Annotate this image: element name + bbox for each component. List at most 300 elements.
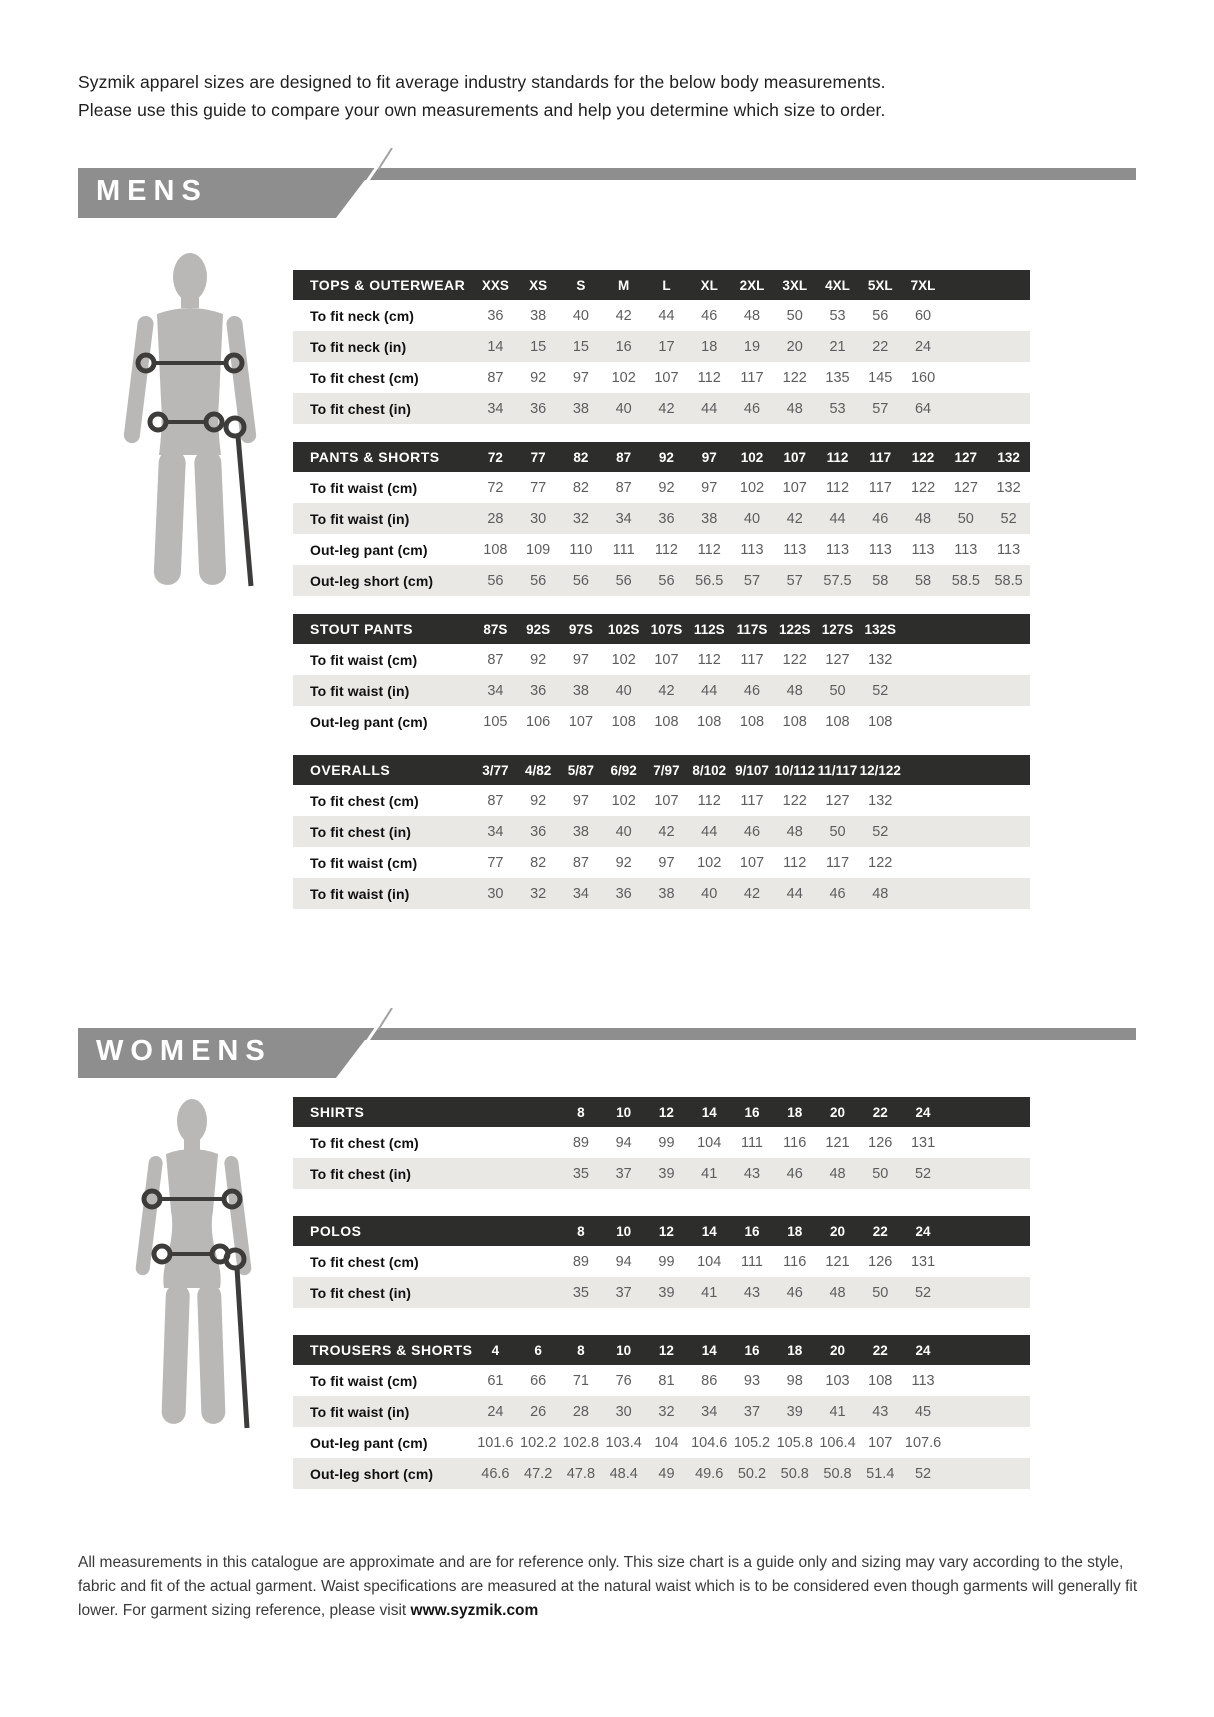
womens-section-banner — [78, 1008, 1140, 1094]
size-value-cell — [474, 1127, 517, 1158]
size-value-cell: 117 — [740, 792, 764, 809]
size-column-header — [474, 1097, 517, 1127]
size-value-cell: 30 — [530, 510, 547, 527]
size-value-cell: 17 — [658, 338, 675, 355]
size-value-cell: 108 — [825, 713, 850, 730]
row-label: Out-leg pant (cm) — [310, 1434, 428, 1451]
size-value-cell: 40 — [615, 400, 632, 417]
size-value-cell — [944, 1158, 987, 1189]
table-row — [293, 534, 1030, 565]
row-label: To fit chest (cm) — [310, 792, 419, 809]
row-label: To fit chest (in) — [310, 823, 411, 840]
size-value-cell: 113 — [825, 541, 850, 558]
size-value-cell — [517, 1277, 560, 1308]
size-value-cell: 122 — [782, 651, 807, 668]
size-value-cell: 77 — [487, 854, 504, 871]
size-value-cell: 92 — [530, 369, 547, 386]
size-value-cell: 117 — [740, 651, 764, 668]
size-value-cell: 122 — [868, 854, 893, 871]
size-value-cell: 30 — [487, 885, 504, 902]
row-label: To fit waist (cm) — [310, 651, 418, 668]
size-table-overalls — [293, 755, 1030, 909]
size-value-cell: 38 — [572, 823, 589, 840]
size-value-cell: 107 — [654, 792, 679, 809]
size-value-cell: 57 — [786, 572, 803, 589]
row-label: To fit waist (in) — [310, 1403, 410, 1420]
size-value-cell — [944, 362, 987, 393]
size-value-cell: 41 — [701, 1165, 718, 1182]
size-column-header: 8/102 — [692, 762, 727, 778]
table-row — [293, 393, 1030, 424]
size-column-header: 132 — [997, 449, 1020, 465]
row-label: To fit chest (in) — [310, 400, 411, 417]
size-value-cell: 132 — [868, 651, 893, 668]
size-value-cell: 42 — [786, 510, 803, 527]
size-column-header: 14 — [701, 1223, 717, 1239]
size-column-header: 4/82 — [525, 762, 552, 778]
size-value-cell: 52 — [872, 823, 889, 840]
size-value-cell — [987, 1427, 1030, 1458]
size-value-cell: 113 — [911, 1372, 935, 1389]
size-column-header: 20 — [829, 1104, 846, 1120]
size-column-header: XS — [529, 277, 548, 293]
size-value-cell: 56 — [487, 572, 504, 589]
size-value-cell: 46 — [701, 307, 718, 324]
size-value-cell — [944, 1127, 987, 1158]
table-row — [293, 472, 1030, 503]
size-column-header: XXS — [481, 277, 509, 293]
size-value-cell: 76 — [615, 1372, 632, 1389]
size-value-cell: 40 — [615, 823, 632, 840]
size-value-cell: 71 — [572, 1372, 589, 1389]
table-title: OVERALLS — [310, 762, 391, 778]
size-value-cell: 127 — [953, 479, 978, 496]
size-value-cell: 103.4 — [605, 1434, 642, 1451]
size-value-cell — [944, 393, 987, 424]
size-value-cell — [944, 1365, 987, 1396]
size-value-cell: 37 — [615, 1165, 632, 1182]
size-column-header: 10/112 — [774, 762, 816, 778]
outleg-measure-line — [237, 1268, 247, 1428]
womens-size-tables — [293, 1097, 1030, 1516]
size-value-cell: 82 — [530, 854, 547, 871]
size-value-cell: 61 — [487, 1372, 504, 1389]
size-value-cell: 40 — [615, 682, 632, 699]
table-header-row — [293, 614, 1030, 644]
size-value-cell: 36 — [530, 682, 547, 699]
size-column-header: 16 — [744, 1223, 760, 1239]
size-value-cell: 32 — [572, 510, 589, 527]
size-value-cell: 47.8 — [566, 1465, 596, 1482]
size-value-cell: 104 — [697, 1253, 722, 1270]
size-column-header: 8 — [577, 1104, 585, 1120]
size-column-header: 22 — [872, 1342, 888, 1358]
size-value-cell: 60 — [914, 307, 932, 324]
size-value-cell: 92 — [658, 479, 675, 496]
size-value-cell: 50 — [872, 1284, 889, 1301]
size-value-cell: 36 — [530, 400, 547, 417]
size-value-cell: 42 — [615, 307, 632, 324]
size-value-cell: 38 — [530, 307, 547, 324]
size-column-header: 87 — [616, 449, 632, 465]
size-value-cell: 52 — [1000, 510, 1017, 527]
size-column-header — [944, 270, 987, 300]
size-value-cell: 97 — [701, 479, 718, 496]
table-row — [293, 644, 1030, 675]
size-value-cell: 102 — [611, 651, 636, 668]
size-value-cell: 46 — [743, 400, 761, 417]
table-row — [293, 503, 1030, 534]
size-value-cell: 50 — [957, 510, 974, 527]
size-column-header: 97S — [568, 621, 593, 637]
size-value-cell: 106 — [526, 713, 551, 730]
size-value-cell: 50.8 — [823, 1465, 852, 1482]
size-value-cell: 116 — [783, 1134, 807, 1151]
size-value-cell: 46.6 — [481, 1465, 510, 1482]
size-value-cell: 108 — [868, 1372, 893, 1389]
size-column-header: 6/92 — [610, 762, 637, 778]
table-row — [293, 1158, 1030, 1189]
size-value-cell: 50 — [829, 823, 846, 840]
size-value-cell: 109 — [526, 541, 551, 558]
intro-text — [78, 68, 886, 125]
row-label: Out-leg short (cm) — [310, 572, 434, 589]
table-title: STOUT PANTS — [310, 621, 413, 637]
row-label: To fit waist (in) — [310, 885, 410, 902]
size-value-cell: 43 — [743, 1284, 761, 1301]
table-row — [293, 1365, 1030, 1396]
size-column-header — [944, 1097, 987, 1127]
size-column-header: 7/97 — [653, 762, 680, 778]
size-value-cell: 57.5 — [823, 572, 852, 589]
size-value-cell — [944, 1427, 987, 1458]
size-value-cell: 40 — [743, 510, 761, 527]
size-value-cell: 94 — [615, 1253, 632, 1270]
size-value-cell — [902, 675, 945, 706]
size-value-cell: 48 — [829, 1284, 846, 1301]
size-column-header: 127 — [954, 449, 978, 465]
size-value-cell: 105 — [483, 713, 508, 730]
size-value-cell — [944, 785, 987, 816]
size-value-cell — [944, 706, 987, 737]
size-value-cell: 107.6 — [904, 1434, 942, 1451]
size-column-header: L — [662, 277, 671, 293]
size-value-cell: 24 — [487, 1403, 504, 1420]
size-value-cell: 45 — [914, 1403, 932, 1420]
size-table-tops-outerwear — [293, 270, 1030, 424]
size-column-header: 82 — [573, 449, 589, 465]
size-value-cell: 102 — [697, 854, 722, 871]
size-column-header: 24 — [915, 1342, 931, 1358]
size-value-cell: 102 — [611, 369, 636, 386]
size-value-cell: 94 — [615, 1134, 632, 1151]
size-value-cell: 82 — [572, 479, 589, 496]
size-value-cell: 49 — [658, 1465, 675, 1482]
table-row — [293, 1396, 1030, 1427]
size-column-header: 12 — [658, 1104, 674, 1120]
size-column-header: 16 — [744, 1342, 760, 1358]
table-row — [293, 362, 1030, 393]
table-header-row — [293, 1216, 1030, 1246]
size-value-cell: 97 — [658, 854, 675, 871]
size-value-cell: 87 — [487, 792, 504, 809]
size-value-cell: 56 — [615, 572, 632, 589]
size-value-cell: 77 — [530, 479, 547, 496]
size-value-cell: 38 — [572, 400, 589, 417]
size-column-header: XL — [700, 277, 718, 293]
size-value-cell — [474, 1158, 517, 1189]
size-value-cell: 145 — [868, 369, 893, 386]
size-value-cell: 40 — [572, 307, 589, 324]
size-value-cell — [902, 847, 945, 878]
size-value-cell: 107 — [568, 713, 594, 730]
size-value-cell — [987, 644, 1030, 675]
size-value-cell: 28 — [572, 1403, 589, 1420]
size-value-cell: 42 — [658, 823, 675, 840]
size-value-cell: 92 — [615, 854, 632, 871]
size-value-cell: 106.4 — [819, 1434, 856, 1451]
size-column-header: 107 — [783, 449, 806, 465]
size-column-header: 18 — [787, 1223, 803, 1239]
size-column-header: 12 — [658, 1223, 674, 1239]
size-value-cell — [517, 1246, 560, 1277]
size-value-cell: 87 — [615, 479, 632, 496]
size-column-header — [987, 1335, 1030, 1365]
size-value-cell: 48.4 — [609, 1465, 638, 1482]
row-label: To fit waist (in) — [310, 510, 410, 527]
size-value-cell: 30 — [615, 1403, 632, 1420]
size-value-cell: 56 — [530, 572, 547, 589]
size-value-cell: 92 — [530, 792, 547, 809]
size-value-cell: 135 — [825, 369, 850, 386]
size-column-header: 4XL — [825, 277, 850, 293]
size-table-shirts — [293, 1097, 1030, 1189]
size-value-cell: 87 — [487, 651, 504, 668]
size-value-cell — [944, 675, 987, 706]
size-value-cell — [987, 362, 1030, 393]
size-value-cell: 36 — [615, 885, 632, 902]
size-value-cell: 21 — [829, 338, 846, 355]
size-value-cell: 34 — [487, 823, 504, 840]
size-value-cell: 38 — [658, 885, 675, 902]
size-column-header: 10 — [616, 1104, 632, 1120]
size-value-cell: 97 — [572, 369, 589, 386]
size-value-cell: 39 — [658, 1165, 675, 1182]
size-value-cell: 48 — [914, 510, 932, 527]
size-value-cell: 48 — [786, 682, 803, 699]
size-value-cell: 42 — [658, 682, 675, 699]
table-title: SHIRTS — [310, 1104, 365, 1120]
size-value-cell: 126 — [868, 1253, 893, 1270]
table-header-row — [293, 442, 1030, 472]
size-value-cell: 44 — [701, 400, 718, 417]
row-label: To fit waist (in) — [310, 682, 410, 699]
size-column-header: 12 — [658, 1342, 674, 1358]
size-column-header: 112S — [693, 621, 725, 637]
size-value-cell: 105.8 — [776, 1434, 813, 1451]
size-column-header: 92S — [526, 621, 551, 637]
size-value-cell: 102 — [739, 479, 765, 496]
size-value-cell — [987, 331, 1030, 362]
size-column-header: 117S — [736, 621, 768, 637]
disclaimer-text — [78, 1551, 1150, 1624]
intro-line-1: Syzmik apparel sizes are designed to fit average industry standards for the below body measurements. — [78, 72, 886, 92]
size-value-cell: 87 — [487, 369, 504, 386]
size-value-cell: 16 — [615, 338, 632, 355]
size-value-cell: 93 — [743, 1372, 761, 1389]
size-value-cell: 113 — [911, 541, 935, 558]
size-value-cell: 117 — [825, 854, 850, 871]
female-silhouette-shape — [135, 1099, 252, 1424]
size-value-cell: 24 — [914, 338, 932, 355]
size-value-cell: 104 — [697, 1134, 722, 1151]
size-value-cell: 64 — [914, 400, 932, 417]
table-row — [293, 785, 1030, 816]
size-value-cell: 46 — [872, 510, 889, 527]
size-column-header: 77 — [530, 449, 546, 465]
size-value-cell: 34 — [701, 1403, 718, 1420]
size-value-cell: 36 — [530, 823, 547, 840]
size-value-cell: 56 — [872, 307, 889, 324]
size-value-cell: 111 — [612, 541, 635, 558]
table-row — [293, 706, 1030, 737]
size-value-cell: 58.5 — [994, 572, 1023, 589]
table-row — [293, 847, 1030, 878]
size-value-cell: 107 — [868, 1434, 893, 1451]
row-label: To fit chest (cm) — [310, 1134, 419, 1151]
size-value-cell: 58 — [914, 572, 932, 589]
size-column-header: 11/117 — [817, 762, 858, 778]
size-value-cell: 111 — [740, 1134, 763, 1151]
size-value-cell: 102 — [611, 792, 636, 809]
size-value-cell: 121 — [825, 1134, 850, 1151]
size-value-cell: 41 — [701, 1284, 718, 1301]
size-value-cell: 50.8 — [780, 1465, 809, 1482]
size-value-cell: 50 — [786, 307, 803, 324]
size-column-header: 3XL — [782, 277, 808, 293]
size-value-cell: 38 — [701, 510, 718, 527]
size-value-cell: 52 — [914, 1284, 932, 1301]
size-column-header: 5/87 — [567, 762, 595, 778]
size-value-cell: 108 — [868, 713, 893, 730]
size-column-header — [944, 614, 987, 644]
size-value-cell: 50 — [829, 682, 846, 699]
size-value-cell: 32 — [530, 885, 547, 902]
size-value-cell: 102.8 — [562, 1434, 600, 1451]
table-row — [293, 300, 1030, 331]
size-value-cell: 50.2 — [737, 1465, 767, 1482]
size-value-cell: 48 — [786, 823, 803, 840]
size-value-cell — [987, 816, 1030, 847]
size-column-header: 72 — [487, 449, 503, 465]
size-value-cell: 34 — [487, 682, 504, 699]
size-value-cell: 43 — [743, 1165, 761, 1182]
size-column-header: 87S — [483, 621, 508, 637]
size-value-cell: 44 — [829, 510, 846, 527]
size-value-cell: 48 — [786, 400, 803, 417]
size-value-cell: 112 — [697, 541, 721, 558]
size-value-cell — [944, 847, 987, 878]
size-value-cell: 52 — [914, 1465, 932, 1482]
table-row — [293, 1246, 1030, 1277]
womens-body-silhouette — [116, 1096, 271, 1441]
size-value-cell: 52 — [872, 682, 889, 699]
size-value-cell — [944, 1458, 987, 1489]
size-value-cell: 66 — [530, 1372, 547, 1389]
size-value-cell: 44 — [701, 682, 718, 699]
size-column-header: 20 — [829, 1223, 846, 1239]
size-value-cell — [944, 1246, 987, 1277]
size-value-cell — [474, 1277, 517, 1308]
size-value-cell: 108 — [739, 713, 765, 730]
mens-body-silhouette — [102, 250, 277, 595]
size-value-cell: 26 — [530, 1403, 547, 1420]
size-value-cell: 131 — [910, 1253, 936, 1270]
size-value-cell: 111 — [740, 1253, 763, 1270]
size-value-cell: 42 — [743, 885, 761, 902]
size-value-cell: 127 — [825, 792, 850, 809]
size-column-header: 3/77 — [482, 762, 509, 778]
size-value-cell: 110 — [569, 541, 593, 558]
size-column-header: 117 — [869, 449, 892, 465]
size-value-cell: 108 — [611, 713, 636, 730]
size-column-header: 5XL — [867, 277, 893, 293]
size-value-cell: 112 — [697, 369, 721, 386]
size-column-header: 18 — [787, 1342, 803, 1358]
size-value-cell: 20 — [786, 338, 803, 355]
size-value-cell: 37 — [615, 1284, 632, 1301]
size-value-cell — [987, 1396, 1030, 1427]
size-value-cell: 44 — [658, 307, 675, 324]
size-value-cell: 15 — [530, 338, 547, 355]
size-column-header: 102 — [740, 449, 764, 465]
size-column-header: 102S — [607, 621, 640, 637]
size-value-cell: 18 — [701, 338, 718, 355]
website-link[interactable]: www.syzmik.com — [410, 1602, 539, 1620]
size-value-cell: 48 — [829, 1165, 846, 1182]
size-value-cell: 97 — [572, 651, 589, 668]
size-table-pants-shorts — [293, 442, 1030, 596]
size-table-stout-pants — [293, 614, 1030, 737]
size-column-header: 97 — [701, 449, 717, 465]
row-label: To fit chest (cm) — [310, 1253, 419, 1270]
size-value-cell: 117 — [868, 479, 892, 496]
size-column-header: 6 — [534, 1342, 542, 1358]
size-column-header: 8 — [577, 1342, 585, 1358]
table-row — [293, 1277, 1030, 1308]
mens-section-banner — [78, 148, 1140, 234]
size-value-cell: 49.6 — [695, 1465, 724, 1482]
size-value-cell: 92 — [530, 651, 547, 668]
row-label: Out-leg pant (cm) — [310, 541, 428, 558]
size-value-cell: 46 — [786, 1284, 803, 1301]
size-value-cell: 108 — [483, 541, 508, 558]
size-column-header: 127S — [821, 621, 854, 637]
table-row — [293, 1127, 1030, 1158]
size-value-cell: 122 — [782, 369, 807, 386]
size-value-cell — [987, 1127, 1030, 1158]
size-column-header: 10 — [616, 1223, 632, 1239]
size-value-cell — [987, 847, 1030, 878]
size-value-cell: 35 — [572, 1165, 589, 1182]
size-value-cell: 101.6 — [477, 1434, 514, 1451]
size-column-header: 107S — [650, 621, 683, 637]
size-value-cell: 44 — [701, 823, 718, 840]
size-value-cell — [987, 1246, 1030, 1277]
size-column-header: 4 — [491, 1342, 500, 1358]
size-value-cell — [987, 706, 1030, 737]
row-label: To fit chest (in) — [310, 1284, 411, 1301]
